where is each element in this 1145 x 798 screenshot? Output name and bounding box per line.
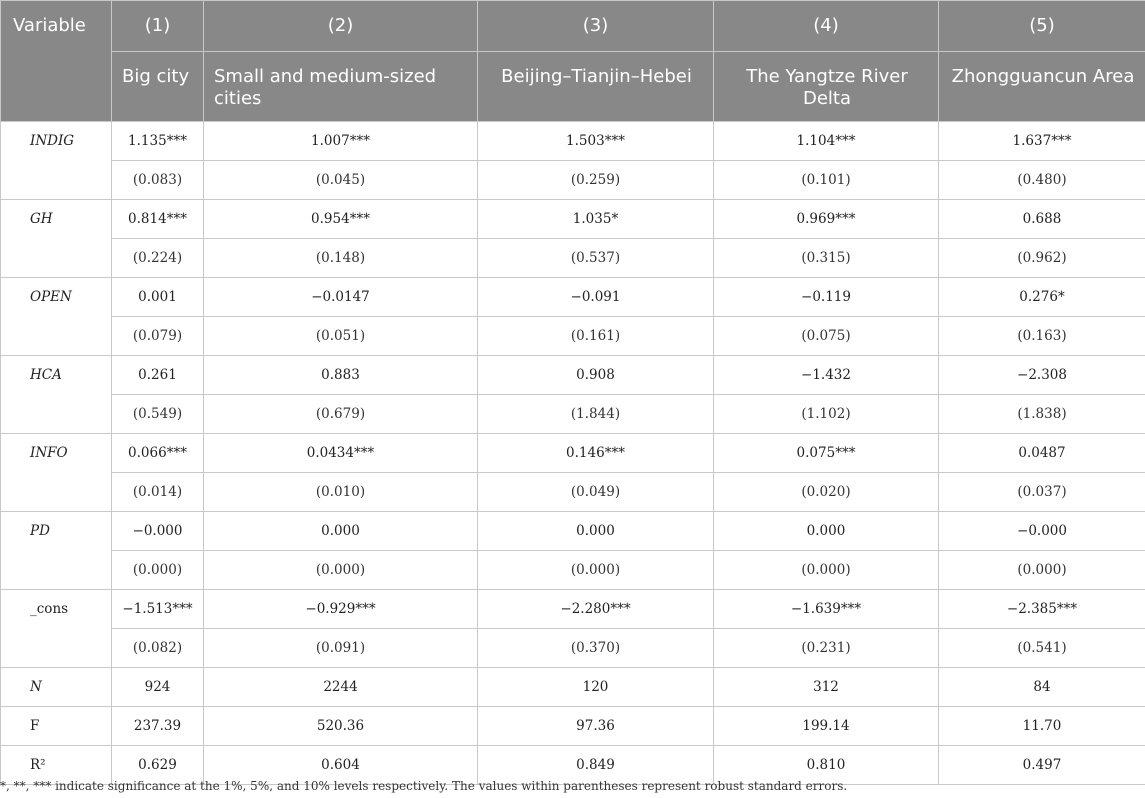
- coef-row-pd: [1, 512, 1145, 551]
- stat-cell: 924: [112, 668, 204, 707]
- se-cell: (0.231): [714, 629, 939, 668]
- column-number-3: (3): [478, 1, 714, 52]
- coef-cell: 0.001: [112, 278, 204, 317]
- coef-cell: 0.146***: [478, 434, 714, 473]
- se-cell: (0.000): [204, 551, 478, 590]
- se-cell: (0.000): [478, 551, 714, 590]
- variable-name: HCA: [1, 356, 112, 434]
- se-cell: (0.049): [478, 473, 714, 512]
- se-cell: (0.148): [204, 239, 478, 278]
- se-cell: (0.161): [478, 317, 714, 356]
- stat-name: R²: [1, 746, 112, 785]
- coef-cell: 0.969***: [714, 200, 939, 239]
- stat-name: F: [1, 707, 112, 746]
- se-cell: (0.370): [478, 629, 714, 668]
- coef-cell: −0.000: [939, 512, 1145, 551]
- coef-cell: −1.639***: [714, 590, 939, 629]
- stat-cell: 11.70: [939, 707, 1145, 746]
- se-cell: (0.315): [714, 239, 939, 278]
- column-number-2: (2): [204, 1, 478, 52]
- se-cell: (0.679): [204, 395, 478, 434]
- se-cell: (0.014): [112, 473, 204, 512]
- se-cell: (0.962): [939, 239, 1145, 278]
- stat-cell: 0.810: [714, 746, 939, 785]
- coef-row-gh: [1, 200, 1145, 239]
- se-cell: (0.075): [714, 317, 939, 356]
- stat-cell: 97.36: [478, 707, 714, 746]
- se-cell: (0.010): [204, 473, 478, 512]
- table-body: [1, 122, 1145, 785]
- coef-cell: 0.000: [478, 512, 714, 551]
- se-cell: (0.549): [112, 395, 204, 434]
- coef-row-info: [1, 434, 1145, 473]
- coef-cell: 0.276*: [939, 278, 1145, 317]
- stat-row-n: [1, 668, 1145, 707]
- coef-cell: −2.308: [939, 356, 1145, 395]
- coef-cell: −0.0147: [204, 278, 478, 317]
- coef-cell: 1.503***: [478, 122, 714, 161]
- coef-cell: 0.066***: [112, 434, 204, 473]
- variable-header: Variable: [1, 1, 112, 122]
- coef-cell: 0.908: [478, 356, 714, 395]
- se-row-pd: [1, 551, 1145, 590]
- se-row-open: [1, 317, 1145, 356]
- coef-cell: 1.637***: [939, 122, 1145, 161]
- column-name-4: The Yangtze River Delta: [714, 52, 939, 122]
- stat-cell: 237.39: [112, 707, 204, 746]
- se-cell: (0.224): [112, 239, 204, 278]
- stat-cell: 0.604: [204, 746, 478, 785]
- se-cell: (0.000): [112, 551, 204, 590]
- coef-cell: 0.000: [714, 512, 939, 551]
- se-cell: (0.163): [939, 317, 1145, 356]
- coef-row-indig: [1, 122, 1145, 161]
- column-name-5: Zhongguancun Area: [939, 52, 1145, 122]
- stat-cell: 84: [939, 668, 1145, 707]
- coef-cell: 1.135***: [112, 122, 204, 161]
- stat-row-f: [1, 707, 1145, 746]
- header-row-numbers: [1, 1, 1145, 52]
- se-cell: (0.537): [478, 239, 714, 278]
- stat-cell: 312: [714, 668, 939, 707]
- se-cell: (0.000): [939, 551, 1145, 590]
- coef-cell: 0.000: [204, 512, 478, 551]
- coef-cell: 0.0487: [939, 434, 1145, 473]
- header-row-names: [1, 52, 1145, 122]
- column-number-5: (5): [939, 1, 1145, 52]
- stat-cell: 0.629: [112, 746, 204, 785]
- se-row-cons: [1, 629, 1145, 668]
- coef-cell: 0.261: [112, 356, 204, 395]
- coef-cell: −0.119: [714, 278, 939, 317]
- column-name-1: Big city: [112, 52, 204, 122]
- table-header: [1, 1, 1145, 122]
- variable-name: OPEN: [1, 278, 112, 356]
- coef-cell: 1.104***: [714, 122, 939, 161]
- se-cell: (1.838): [939, 395, 1145, 434]
- se-cell: (0.082): [112, 629, 204, 668]
- se-cell: (0.259): [478, 161, 714, 200]
- se-cell: (0.541): [939, 629, 1145, 668]
- se-cell: (0.000): [714, 551, 939, 590]
- coef-cell: −0.091: [478, 278, 714, 317]
- se-row-gh: [1, 239, 1145, 278]
- se-cell: (0.091): [204, 629, 478, 668]
- coef-cell: 1.035*: [478, 200, 714, 239]
- column-name-3: Beijing–Tianjin–Hebei: [478, 52, 714, 122]
- coef-cell: 0.688: [939, 200, 1145, 239]
- coef-cell: 1.007***: [204, 122, 478, 161]
- se-cell: (0.051): [204, 317, 478, 356]
- se-cell: (0.045): [204, 161, 478, 200]
- se-cell: (1.102): [714, 395, 939, 434]
- se-row-info: [1, 473, 1145, 512]
- coef-cell: 0.954***: [204, 200, 478, 239]
- se-row-indig: [1, 161, 1145, 200]
- column-name-2: Small and medium-sized cities: [204, 52, 478, 122]
- coef-cell: 0.0434***: [204, 434, 478, 473]
- column-number-4: (4): [714, 1, 939, 52]
- stat-cell: 120: [478, 668, 714, 707]
- coef-row-open: [1, 278, 1145, 317]
- se-cell: (1.844): [478, 395, 714, 434]
- variable-name: _cons: [1, 590, 112, 668]
- variable-name: INDIG: [1, 122, 112, 200]
- stat-name: N: [1, 668, 112, 707]
- coef-row-hca: [1, 356, 1145, 395]
- se-cell: (0.101): [714, 161, 939, 200]
- column-number-1: (1): [112, 1, 204, 52]
- coef-cell: 0.814***: [112, 200, 204, 239]
- coef-cell: 0.883: [204, 356, 478, 395]
- coef-cell: −2.280***: [478, 590, 714, 629]
- variable-name: PD: [1, 512, 112, 590]
- stat-cell: 520.36: [204, 707, 478, 746]
- se-cell: (0.083): [112, 161, 204, 200]
- se-cell: (0.037): [939, 473, 1145, 512]
- coef-cell: 0.075***: [714, 434, 939, 473]
- stat-cell: 199.14: [714, 707, 939, 746]
- coef-cell: −1.432: [714, 356, 939, 395]
- coef-cell: −1.513***: [112, 590, 204, 629]
- stat-cell: 0.497: [939, 746, 1145, 785]
- se-row-hca: [1, 395, 1145, 434]
- variable-name: GH: [1, 200, 112, 278]
- coef-row-cons: [1, 590, 1145, 629]
- coef-cell: −2.385***: [939, 590, 1145, 629]
- se-cell: (0.480): [939, 161, 1145, 200]
- coef-cell: −0.929***: [204, 590, 478, 629]
- se-cell: (0.020): [714, 473, 939, 512]
- variable-name: INFO: [1, 434, 112, 512]
- table-footnote: *, **, *** indicate significance at the 1%, 5%, and 10% levels respectively. The values within parentheses represent robust standard errors.: [0, 779, 848, 793]
- stat-cell: 0.849: [478, 746, 714, 785]
- se-cell: (0.079): [112, 317, 204, 356]
- stat-cell: 2244: [204, 668, 478, 707]
- coef-cell: −0.000: [112, 512, 204, 551]
